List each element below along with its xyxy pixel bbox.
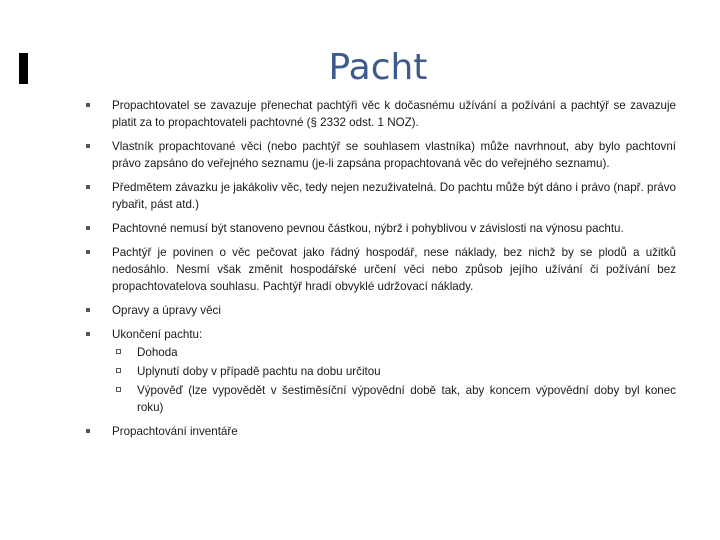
- bullet-item: [84, 138, 676, 172]
- bullet-text: Propachtování inventáře: [112, 425, 238, 438]
- square-bullet-icon: [86, 103, 90, 107]
- title-accent-bar: [19, 53, 28, 84]
- bullet-text: Opravy a úpravy věci: [112, 304, 221, 317]
- bullet-text: Pachtýř je povinen o věc pečovat jako řádný hospodář, nese náklady, bez nichž by se plodů a užitků nedosáhlo. Nesmí však změnit hospodářské určení věci nebo způsob jejího užívání či požívání bez propachtovatelova souhlasu. Pachtýř hradí obvyklé udržovací náklady.: [112, 246, 676, 293]
- bullet-text: Vlastník propachtované věci (nebo pachtýř se souhlasem vlastníka) může navrhnout, aby bylo pachtovní právo zapsáno do veřejného seznamu (je-li zapsána propachtovaná věc do veřejného seznamu).: [112, 140, 676, 170]
- bullet-item: [84, 179, 676, 213]
- sub-bullet-item: [112, 344, 676, 361]
- sub-bullet-item: [112, 363, 676, 380]
- bullet-text: Pachtovné nemusí být stanoveno pevnou částkou, nýbrž i pohyblivou v závislosti na výnosu pachtu.: [112, 222, 624, 235]
- square-bullet-icon: [86, 250, 90, 254]
- bullet-text: Předmětem závazku je jakákoliv věc, tedy nejen nezuživatelná. Do pachtu může být dáno i právo (např. právo rybařit, pást atd.): [112, 181, 676, 211]
- hollow-square-bullet-icon: [116, 387, 121, 392]
- bullet-item: [84, 220, 676, 237]
- sub-bullet-text: Uplynutí doby v případě pachtu na dobu určitou: [137, 365, 381, 378]
- sub-bullet-text: Dohoda: [137, 346, 178, 359]
- bullet-item: [84, 97, 676, 131]
- bullet-item: [84, 326, 676, 416]
- sub-bullet-list: [112, 344, 676, 416]
- square-bullet-icon: [86, 226, 90, 230]
- hollow-square-bullet-icon: [116, 368, 121, 373]
- bullet-item: [84, 302, 676, 319]
- slide-title: Pacht: [328, 47, 428, 88]
- square-bullet-icon: [86, 308, 90, 312]
- hollow-square-bullet-icon: [116, 349, 121, 354]
- square-bullet-icon: [86, 185, 90, 189]
- square-bullet-icon: [86, 429, 90, 433]
- bullet-text: Propachtovatel se zavazuje přenechat pachtýři věc k dočasnému užívání a požívání a pachtýř se zavazuje platit za to propachtovateli pachtovné (§ 2332 odst. 1 NOZ).: [112, 99, 676, 129]
- bullet-item: [84, 423, 676, 440]
- slide-content: [84, 97, 676, 447]
- sub-bullet-text: Výpověď (lze vypovědět v šestiměsíční výpovědní době tak, aby koncem výpovědní doby byl konec roku): [137, 384, 676, 414]
- sub-bullet-item: [112, 382, 676, 416]
- square-bullet-icon: [86, 144, 90, 148]
- bullet-text: Ukončení pachtu:: [112, 328, 203, 341]
- square-bullet-icon: [86, 332, 90, 336]
- bullet-item: [84, 244, 676, 295]
